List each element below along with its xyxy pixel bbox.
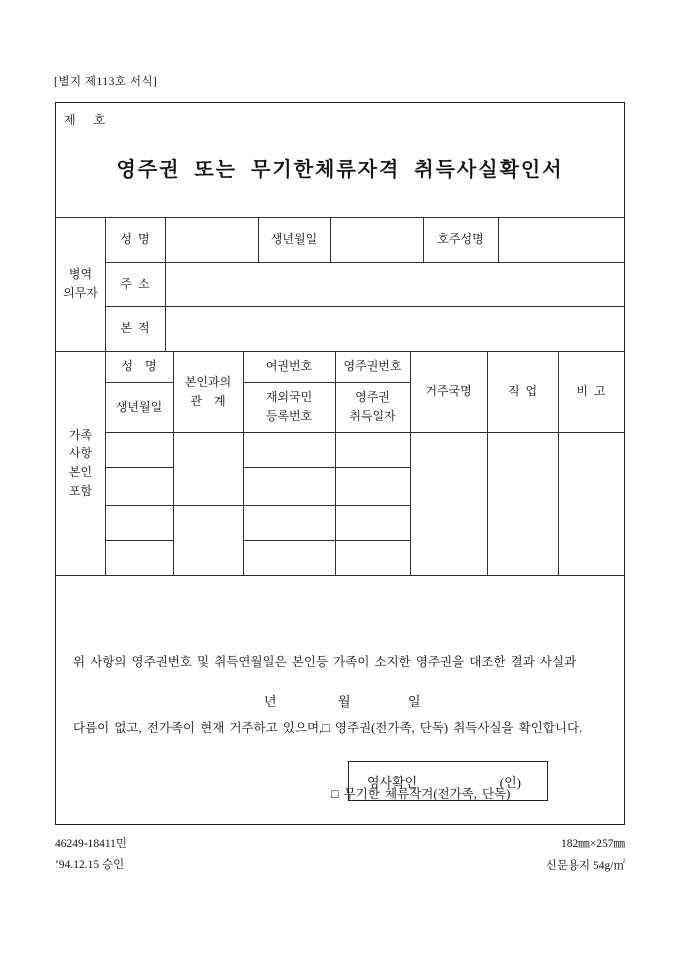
document-number-label: 제 호 bbox=[64, 113, 106, 127]
family-overseas-reg-header: 재외국민 등록번호 bbox=[265, 390, 313, 423]
family-country-header: 거주국명 bbox=[425, 384, 472, 399]
obligor-address-field bbox=[166, 262, 624, 306]
family-name-header: 성 명 bbox=[121, 359, 157, 374]
obligor-registry-label: 본 적 bbox=[120, 321, 150, 336]
divider bbox=[56, 575, 624, 576]
consul-confirmation-box bbox=[348, 761, 548, 801]
family-remarks-header: 비 고 bbox=[576, 384, 606, 399]
family-pr-date-header: 영주권 취득일자 bbox=[349, 390, 396, 423]
consul-confirmation-label: 영사확인 bbox=[367, 774, 418, 790]
obligor-section-label: 병역 의무자 bbox=[63, 267, 98, 300]
permanent-residency-checkbox: □ bbox=[322, 721, 330, 735]
confirmation-statement bbox=[73, 607, 610, 849]
obligor-name-label: 성 명 bbox=[120, 232, 150, 247]
family-table-body bbox=[105, 432, 624, 575]
obligor-address-label: 주 소 bbox=[120, 276, 150, 291]
family-birthdate-header: 생년월일 bbox=[115, 399, 163, 414]
form-outer-box bbox=[55, 102, 625, 825]
obligor-name-field bbox=[166, 217, 258, 262]
seal-placeholder: (인) bbox=[499, 774, 521, 790]
family-relation-header: 본인과의 관 계 bbox=[184, 374, 232, 408]
obligor-birthdate-field bbox=[331, 217, 423, 262]
obligor-registry-field bbox=[166, 306, 624, 351]
family-passport-header: 여권번호 bbox=[265, 359, 313, 374]
date-year-label: 년 bbox=[264, 694, 277, 709]
family-section-label: 가족 사항 본인 포함 bbox=[68, 427, 93, 498]
obligor-householder-label: 호주성명 bbox=[437, 232, 484, 247]
statement-line-2: 다름이 없고, 전가족이 현재 거주하고 있으며,□ 영주권(전가족, 단독) 취득사실을 확인합니다. bbox=[73, 717, 610, 739]
form-title: 영주권 또는 무기한체류자격 취득사실확인서 bbox=[116, 159, 564, 181]
form-code: 46249-18411민 bbox=[55, 838, 128, 850]
obligor-householder-field bbox=[499, 217, 624, 262]
paper-spec: 신문용지 54g/㎡ bbox=[545, 860, 625, 872]
approval-date: ’94.12.15 승인 bbox=[55, 859, 125, 871]
family-occupation-header: 직 업 bbox=[507, 384, 538, 399]
indefinite-stay-checkbox: □ bbox=[331, 787, 339, 801]
statement-line-1: 위 사항의 영주권번호 및 취득연월일은 본인등 가족이 소지한 영주권을 대조한 결과 사실과 bbox=[73, 655, 577, 669]
statement-line-3: □ 무기한 체류작겨(전가족, 단독) bbox=[73, 783, 610, 805]
date-month-label: 월 bbox=[338, 694, 351, 709]
family-pr-number-header: 영주권번호 bbox=[343, 359, 402, 374]
obligor-birthdate-label: 생년월일 bbox=[270, 232, 318, 247]
date-day-label: 일 bbox=[408, 694, 421, 709]
form-note: [별지 제113호 서식] bbox=[54, 76, 158, 88]
paper-size: 182㎜×257㎜ bbox=[561, 838, 625, 850]
